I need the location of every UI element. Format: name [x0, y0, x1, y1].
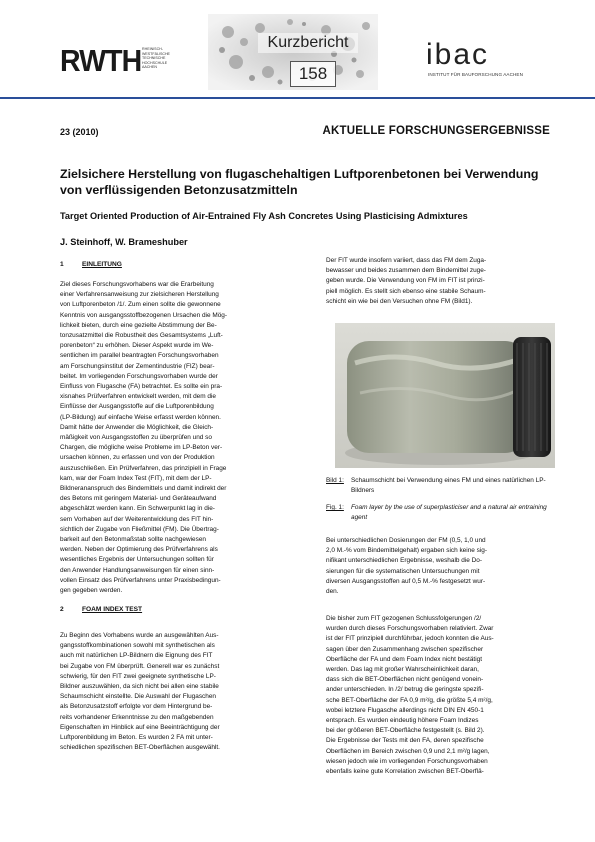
- figure-caption-english: [326, 503, 555, 522]
- paragraph-line: Die Ergebnisse der Tests mit den FA, deren spezifische: [326, 737, 484, 745]
- paragraph-line: Ziel dieses Forschungsvorhabens war die Erarbeitung: [60, 281, 214, 288]
- article-title-english: Target Oriented Production of Air-Entrained Fly Ash Concretes Using Plasticising Admixtures: [60, 211, 468, 221]
- paragraph-line: barkeit auf den Betonmaßstab sollte nachgewiesen: [60, 536, 207, 544]
- paragraph-line: bewasser und beides zusammen dem Bindemittel zuge-: [326, 267, 486, 275]
- paragraph-line: Kenntnis von ausgangsstoffbezogenen Ursachen die Mög-: [60, 311, 228, 319]
- section-title: FOAM INDEX TEST: [82, 606, 143, 613]
- article-title-german: Zielsichere Herstellung von flugaschehaltigen Luftporenbetonen bei Verwendung von verflüssigenden Betonzusatzmitteln: [60, 167, 539, 197]
- paragraph-line: 2,0 M.-% vom Bindemittelgehalt) ergaben sich keine sig-: [326, 547, 488, 555]
- figure-caption-text: Schaumschicht bei Verwendung eines FM und eines natürlichen LP-Bildners: [351, 477, 546, 494]
- paragraph-line: werden. Das lag mit großer Wahrscheinlichkeit daran,: [326, 666, 479, 674]
- paragraph-line: vollen Einsatz des Prüfverfahrens unter Praxisbedingun-: [60, 576, 221, 584]
- rwth-subtext-line: HOCHSCHULE: [142, 60, 168, 65]
- paragraph-line: wesentliches Ergebnis der Untersuchungen sollten für: [60, 556, 214, 564]
- figure-tag: Fig. 1:: [326, 504, 344, 511]
- body-text-right-intro: [326, 256, 555, 307]
- paragraph-line: Der FIT wurde insofern variiert, dass das FM dem Zuga-: [326, 257, 487, 264]
- paragraph-line: den.: [326, 588, 339, 596]
- paragraph-line: Eigenschaften im Hinblick auf eine Beeinträchtigung der: [60, 723, 220, 731]
- kurzbericht-number: 158: [290, 61, 336, 87]
- rwth-subtext-line: TECHNISCHE: [142, 56, 166, 61]
- paragraph-line: ander unterschieden. In /2/ betrug die geringste spezifi-: [326, 686, 484, 694]
- paragraph-line: Zu Beginn des Vorhabens wurde an ausgewählten Aus-: [60, 632, 219, 639]
- paragraph-line: den Anwender Handlungsanweisungen für einen sinn-: [60, 566, 215, 574]
- paragraph-line: gangsstoffkombinationen sowohl mit synthetischen als: [60, 642, 215, 650]
- paragraph-line: schwierig, für den FIT zwei geeignete synthetische LP-: [60, 672, 216, 680]
- paragraph-line: mäßigkeit von Ausgangsstoffen zu überprüfen und so: [60, 434, 212, 442]
- paragraph-line: auch mit natürlichen LP-Bildnern die Eignung des FIT: [60, 652, 213, 660]
- rwth-logo-wordmark: RWTH: [60, 43, 142, 78]
- paragraph-line: Die bisher zum FIT gezogenen Schlussfolgerungen /2/: [326, 615, 482, 622]
- paragraph-line: Schaumschicht einstellte. Die Auswahl der Flugaschen: [60, 693, 217, 701]
- rwth-subtext-line: AACHEN: [142, 65, 157, 70]
- paragraph-line: einer Verfahrensanweisung zur zielsicheren Herstellung: [60, 291, 219, 299]
- paragraph-line: Bildner auszuwählen, da sich nicht bei allen eine stabile: [60, 683, 219, 691]
- paragraph-line: bei Zugabe von FM überprüft. Generell war es zunächst: [60, 662, 220, 670]
- paragraph-line: ist der FIT prinzipiell durchführbar, jedoch konnten die Aus-: [326, 635, 494, 643]
- paragraph-line: sche BET-Oberfläche der FA 0,9 m²/g, die größte 5,4 m²/g,: [326, 696, 493, 704]
- paragraph-line: tonzusatzmittel die Robustheit des Gesamtsystems „Luft-: [60, 332, 223, 340]
- paragraph-line: Einfluss von Flugasche (FA) betrachtet. Es sollte ein pra-: [60, 383, 223, 391]
- body-text-conclusions: [326, 614, 555, 777]
- paragraph-line: piell möglich. Es stellt sich ebenso eine stabile Schaum-: [326, 287, 486, 295]
- paragraph-line: Chargen, die mögliche weise Probleme im LP-Beton ver-: [60, 444, 223, 452]
- foam-jar-photo: [335, 323, 555, 468]
- paragraph-line: schiedlichen spezifischen BET-Oberflächen ausgewählt.: [60, 744, 220, 752]
- paragraph-line: wiesen jedoch wie im vorliegenden Forschungsvorhaben: [326, 757, 488, 765]
- section-number: 2: [60, 606, 64, 613]
- paragraph-line: Bei unterschiedlichen Dosierungen der FM (0,5, 1,0 und: [326, 537, 486, 544]
- paragraph-line: gen gegeben werden.: [60, 587, 123, 595]
- body-text-introduction: [60, 280, 282, 596]
- header-divider: [0, 97, 595, 99]
- paragraph-line: schicht ein wie bei den Versuchen ohne FM (Bild1).: [326, 297, 473, 305]
- rwth-subtext-line: WESTFÄLISCHE: [142, 51, 170, 56]
- paragraph-line: Oberflächen im Bereich zwischen 0,9 und 2,1 m²/g lagen,: [326, 747, 490, 755]
- paragraph-line: Bildnerananspruch des Bindemittels und damit indirekt der: [60, 485, 227, 493]
- paragraph-line: (LP-Bildung) auf einfache Weise erfasst werden können.: [60, 413, 221, 421]
- paragraph-line: wobei letztere Flugasche allerdings nicht DIN EN 450-1: [326, 706, 484, 714]
- figure-caption-text: Foam layer by the use of superplasticiser and a natural air entraining agent: [351, 504, 547, 521]
- section-heading-1: [60, 261, 122, 268]
- paragraph-line: als Betonzusatzstoff erfolgte vor dem Hintergrund be-: [60, 703, 213, 711]
- paragraph-line: diversen Ausgangsstoffen auf 0,5 M.-% festgesetzt wur-: [326, 577, 486, 585]
- paragraph-line: sentlichen im parallel beantragten Forschungsvorhaben: [60, 352, 219, 360]
- paragraph-line: beitet. Im vorliegenden Forschungsvorhaben wurde der: [60, 372, 218, 380]
- paragraph-line: lichkeit bieten, durch eine gezielte Abstimmung der Be-: [60, 321, 217, 329]
- paragraph-line: sichtlich der Zugabe von Fließmittel (FM). Die Übertrag-: [60, 525, 219, 533]
- paragraph-line: auszuschließen. Ein Prüfverfahren, das prinzipiell in Frage: [60, 464, 227, 472]
- body-text-dosage: [326, 536, 555, 597]
- paragraph-line: entsprach. Es wurden eindeutig höhere Foam Indizes: [326, 717, 479, 725]
- paragraph-line: porenbeton“ zu erhöhen. Dieser Aspekt wurde im We-: [60, 342, 214, 350]
- section-title: EINLEITUNG: [82, 261, 122, 268]
- paragraph-line: xisnahes Prüfverfahren entwickelt werden, mit dem die: [60, 393, 217, 401]
- paragraph-line: reits vorhandener Erkenntnisse zu den maßgebenden: [60, 713, 214, 721]
- paragraph-line: Einflüsse der Ausgangsstoffe auf die Luftporenbildung: [60, 403, 214, 411]
- paragraph-line: nifikant unterschiedlichen Ergebnisse, weshalb die Do-: [326, 557, 483, 565]
- ibac-logo-subtext: INSTITUT FÜR BAUFORSCHUNG AACHEN: [428, 72, 523, 77]
- paragraph-line: sem Vorhaben auf der Weiterentwicklung des FIT hin-: [60, 515, 214, 523]
- paragraph-line: sierungen für die systematischen Untersuchungen mit: [326, 567, 480, 575]
- authors: J. Steinhoff, W. Brameshuber: [60, 237, 188, 247]
- rwth-subtext-line: RHEINISCH-: [142, 47, 163, 51]
- kurzbericht-label: Kurzbericht: [258, 33, 358, 53]
- paragraph-line: kam, war der Foam Index Test (FIT), mit dem der LP-: [60, 474, 212, 482]
- paragraph-line: abgeschätzt werden kann. Ein Schwerpunkt lag in die-: [60, 505, 215, 513]
- paragraph-line: ursachen können, zu erfassen und von der Produktion: [60, 454, 215, 462]
- paragraph-line: von Luftporenbeton /1/. Zum einen sollte die gewonnene: [60, 301, 221, 309]
- paragraph-line: werden. Neben der Optimierung des Prüfverfahrens als: [60, 546, 218, 554]
- ibac-logo: [420, 38, 552, 80]
- paragraph-line: dass sich die BET-Oberflächen nicht genügend vonein-: [326, 676, 484, 684]
- issue-number: 23 (2010): [60, 127, 99, 137]
- section-number: 1: [60, 261, 64, 268]
- rwth-logo: [60, 44, 175, 78]
- paragraph-line: am Forschungsinstitut der Zementindustrie (FIZ) bear-: [60, 362, 215, 370]
- paragraph-line: bei der größeren BET-Oberfläche festgestellt (s. Bild 2).: [326, 727, 485, 735]
- section-heading-2: [60, 606, 142, 613]
- paragraph-line: Damit hätte der Anwender die Möglichkeit, die Gleich-: [60, 423, 214, 431]
- paragraph-line: sagen über den Zusammenhang zwischen spezifischer: [326, 645, 484, 653]
- rwth-logo-subtext: [142, 47, 182, 70]
- figure-caption-german: [326, 476, 555, 495]
- ibac-logo-wordmark: ibac: [426, 38, 490, 71]
- paragraph-line: Luftporenbildung im Beton. Es wurden 2 FA mit unter-: [60, 734, 213, 742]
- paragraph-line: ebenfalls keine gute Korrelation zwischen BET-Oberflä-: [326, 768, 484, 776]
- paragraph-line: Oberfläche der FA und dem Foam Index nicht bestätigt: [326, 655, 483, 663]
- figure-tag: Bild 1:: [326, 477, 344, 484]
- body-text-foam-index: [60, 631, 282, 753]
- paragraph-line: des Betons mit geringem Material- und Geräteaufwand: [60, 495, 217, 503]
- paragraph-line: geben wurde. Die Verwendung von FM im FIT ist prinzi-: [326, 277, 485, 285]
- paragraph-line: wurden durch dieses Forschungsvorhaben relativiert. Zwar: [326, 625, 494, 633]
- section-heading: AKTUELLE FORSCHUNGSERGEBNISSE: [322, 125, 550, 137]
